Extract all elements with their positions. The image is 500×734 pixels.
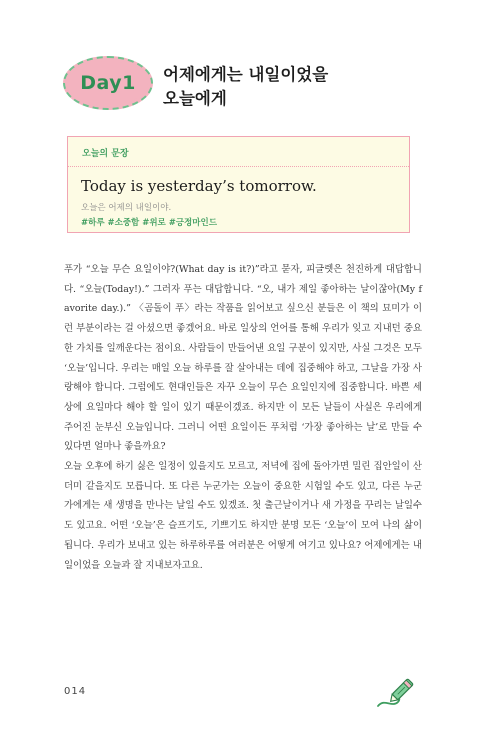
- body-text: [64, 260, 422, 575]
- hashtags: #하루 #소중함 #위로 #긍정마인드: [81, 218, 217, 228]
- day-badge: [63, 56, 153, 110]
- day-badge-label: Day1: [80, 72, 136, 94]
- korean-translation: 오늘은 어제의 내일이야.: [81, 203, 172, 213]
- chapter-title-line2: 오늘에게: [163, 89, 227, 108]
- dotted-divider: [68, 166, 409, 167]
- pen-icon: [374, 672, 418, 712]
- body-paragraph-1: 푸가 “오늘 무슨 요일이야?(What day is it?)”라고 묻자, 피글렛은 천진하게 대답합니다. “오늘(Today!).” 그러자 푸는 대답합니다. “오, 내가 제일 좋아하는 날이잖아(My favorite day.).” 〈곰돌이 푸〉라는 작품을 읽어보고 싶으신 분들은 이 책의 묘미가 이런 부분이라는 걸 아셨으면 좋겠어요. 바로 일상의 언어를 통해 우리가 잊고 지내던 중요한 가치를 일깨운다는 점이요. 사람들이 만들어낸 요일 구분이 있지만, 사실 그것은 모두 ‘오늘’입니다. 우리는 매일 오늘 하루를 잘 살아내는 데에 집중해야 하고, 그날을 가장 사랑해야 합니다. 그럼에도 현대인들은 자꾸 오늘이 무슨 요일인지에 집중합니다. 바쁜 세상에 요일마다 해야 할 일이 있기 때문이겠죠. 하지만 이 모든 날들이 사실은 우리에게 주어진 눈부신 오늘입니다. 그러니 어떤 요일이든 푸처럼 ‘가장 좋아하는 날’로 만들 수 있다면 얼마나 좋을까요?: [64, 264, 422, 453]
- chapter-title-line1: 어제에게는 내일이었을: [163, 65, 329, 84]
- page-number: 014: [64, 686, 87, 697]
- chapter-title: [163, 63, 328, 111]
- todays-sentence-box: [67, 136, 410, 233]
- todays-sentence-label: 오늘의 문장: [82, 149, 129, 159]
- english-sentence: Today is yesterday’s tomorrow.: [81, 177, 317, 195]
- body-paragraph-2: 오늘 오후에 하기 싫은 일정이 있을지도 모르고, 저녁에 집에 돌아가면 밀린 집안일이 산더미 같을지도 모릅니다. 또 다른 누군가는 오늘이 중요한 시험일 수도 있고, 다른 누군가에게는 새 생명을 만나는 날일 수도 있겠죠. 첫 출근날이거나 새 가정을 꾸리는 날일수도 있고요. 어떤 ‘오늘’은 슬프기도, 기쁘기도 하지만 분명 모든 ‘오늘’이 모여 나의 삶이 됩니다. 우리가 보내고 있는 하루하루를 여러분은 어떻게 여기고 있나요? 어제에게는 내일이었을 오늘과 잘 지내보자고요.: [64, 461, 422, 571]
